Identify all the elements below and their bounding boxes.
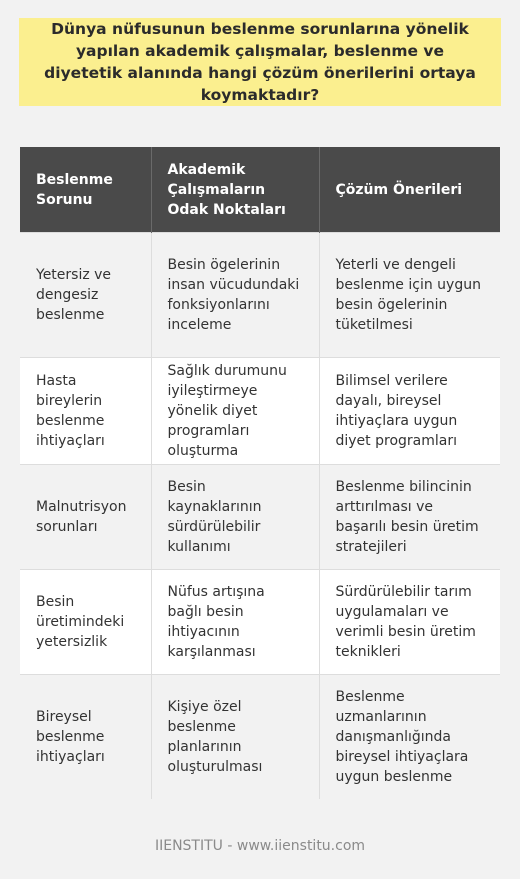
table-cell: Beslenme uzmanlarının danışmanlığında bireysel ihtiyaçlara uygun beslenme bbox=[319, 675, 500, 800]
column-header-solutions: Çözüm Önerileri bbox=[319, 147, 500, 233]
table-row bbox=[20, 570, 500, 675]
data-table bbox=[20, 147, 500, 799]
title-box bbox=[19, 18, 501, 106]
table-cell: Kişiye özel beslenme planlarının oluşturulması bbox=[151, 675, 319, 800]
table-row bbox=[20, 675, 500, 800]
table-cell: Beslenme bilincinin arttırılması ve başarılı besin üretim stratejileri bbox=[319, 465, 500, 570]
table-cell: Bireysel beslenme ihtiyaçları bbox=[20, 675, 151, 800]
table-cell: Nüfus artışına bağlı besin ihtiyacının karşılanması bbox=[151, 570, 319, 675]
column-header-focus: Akademik Çalışmaların Odak Noktaları bbox=[151, 147, 319, 233]
page-title: Dünya nüfusunun beslenme sorunlarına yönelik yapılan akademik çalışmalar, beslenme ve diyetetik alanında hangi çözüm önerilerini ortaya koymaktadır? bbox=[44, 20, 476, 104]
table-cell: Besin ögelerinin insan vücudundaki fonksiyonlarını inceleme bbox=[151, 233, 319, 358]
table-cell: Bilimsel verilere dayalı, bireysel ihtiyaçlara uygun diyet programları bbox=[319, 358, 500, 465]
table-row bbox=[20, 358, 500, 465]
table-row bbox=[20, 233, 500, 358]
table-cell: Besin kaynaklarının sürdürülebilir kullanımı bbox=[151, 465, 319, 570]
footer-credit: IIENSTITU - www.iienstitu.com bbox=[154, 838, 366, 854]
table-cell: Besin üretimindeki yetersizlik bbox=[20, 570, 151, 675]
table-cell: Yetersiz ve dengesiz beslenme bbox=[20, 233, 151, 358]
table-cell: Hasta bireylerin beslenme ihtiyaçları bbox=[20, 358, 151, 465]
table-header-row bbox=[20, 147, 500, 233]
table-cell: Sürdürülebilir tarım uygulamaları ve verimli besin üretim teknikleri bbox=[319, 570, 500, 675]
table-cell: Yeterli ve dengeli beslenme için uygun besin ögelerinin tüketilmesi bbox=[319, 233, 500, 358]
table-cell: Sağlık durumunu iyileştirmeye yönelik diyet programları oluşturma bbox=[151, 358, 319, 465]
table-row bbox=[20, 465, 500, 570]
column-header-problem: Beslenme Sorunu bbox=[20, 147, 151, 233]
table-cell: Malnutrisyon sorunları bbox=[20, 465, 151, 570]
